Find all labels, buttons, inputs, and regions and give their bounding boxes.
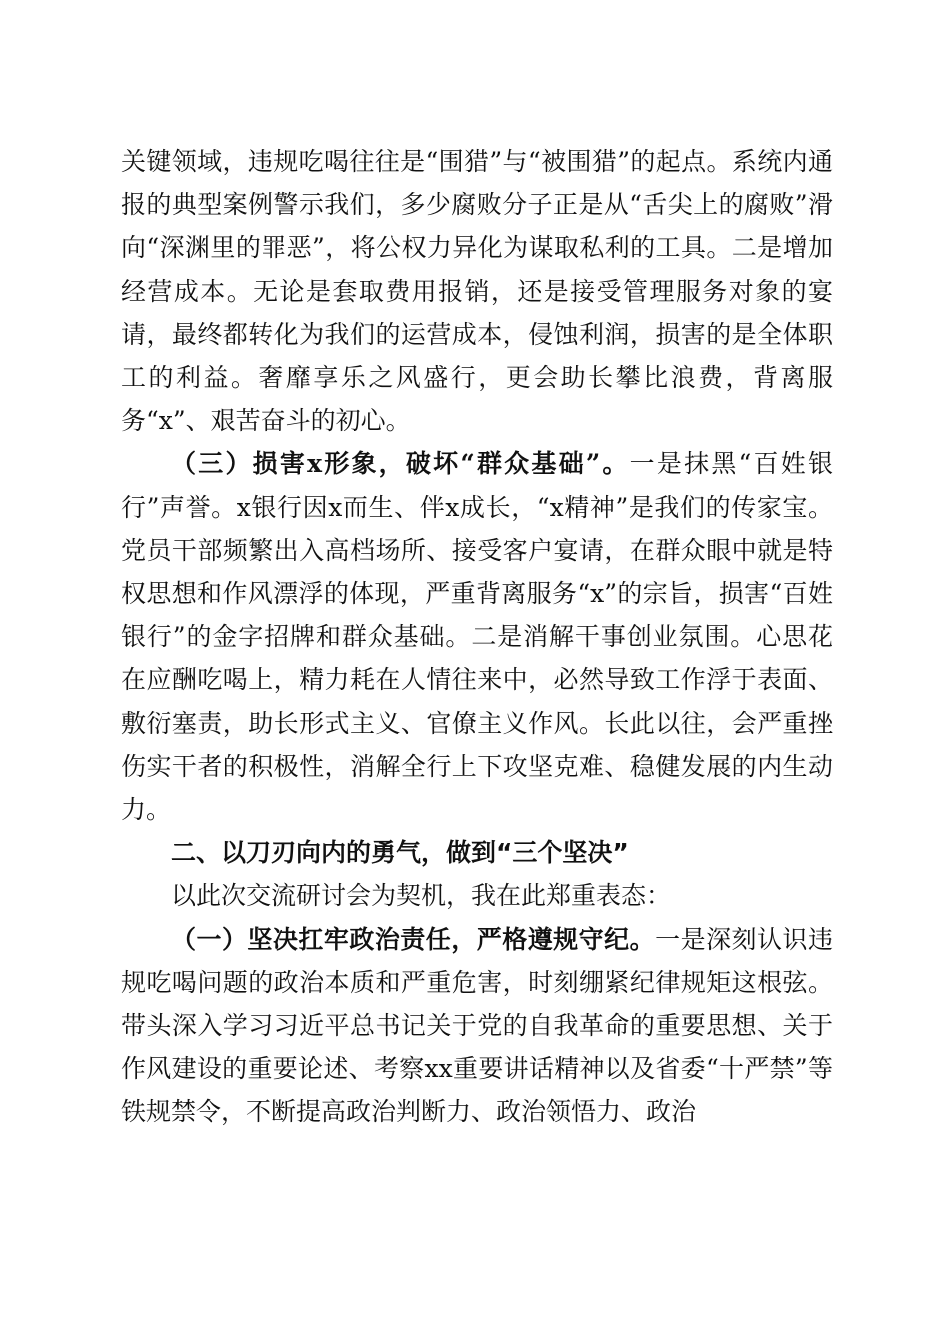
paragraph-item-three <box>121 442 833 831</box>
paragraph-text: 一是抹黑“百姓银行”声誉。x银行因x而生、伴x成长，“x精神”是我们的传家宝。党员干部频繁出入高档场所、接受客户宴请，在群众眼中就是特权思想和作风漂浮的体现，严重背离服务“x”的宗旨，损害“百姓银行”的金字招牌和群众基础。二是消解干事创业氛围。心思花在应酬吃喝上，精力耗在人情往来中，必然导致工作浮于表面、敷衍塞责，助长形式主义、官僚主义作风。长此以往，会严重挫伤实干者的积极性，消解全行上下攻坚克难、稳健发展的内生动力。 <box>121 449 833 825</box>
intro-paragraph: 以此次交流研讨会为契机，我在此郑重表态： <box>171 881 672 911</box>
section-heading: 二、以刀刃向内的勇气，做到“三个坚决” <box>171 838 629 868</box>
paragraph-text: 关键领域，违规吃喝往往是“围猎”与“被围猎”的起点。系统内通报的典型案例警示我们，多少腐败分子正是从“舌尖上的腐败”滑向“深渊里的罪恶”，将公权力异化为谋取私利的工具。二是增加经营成本。无论是套取费用报销，还是接受管理服务对象的宴请，最终都转化为我们的运营成本，侵蚀利润，损害的是全体职工的利益。奢靡享乐之风盛行，更会助长攀比浪费，背离服务“x”、艰苦奋斗的初心。 <box>121 147 833 436</box>
document-body <box>121 140 833 1134</box>
paragraph-lead: （三）损害x形象，破坏“群众基础”。 <box>171 449 630 479</box>
paragraph-continuation <box>121 140 833 442</box>
paragraph-item-one <box>121 918 833 1134</box>
paragraph-text: 一是深刻认识违规吃喝问题的政治本质和严重危害，时刻绷紧纪律规矩这根弦。带头深入学习习近平总书记关于党的自我革命的重要思想、关于作风建设的重要论述、考察xx重要讲话精神以及省委“十严禁”等铁规禁令，不断提高政治判断力、政治领悟力、政治 <box>121 924 833 1127</box>
paragraph-lead: （一）坚决扛牢政治责任，严格遵规守纪。 <box>171 924 656 954</box>
